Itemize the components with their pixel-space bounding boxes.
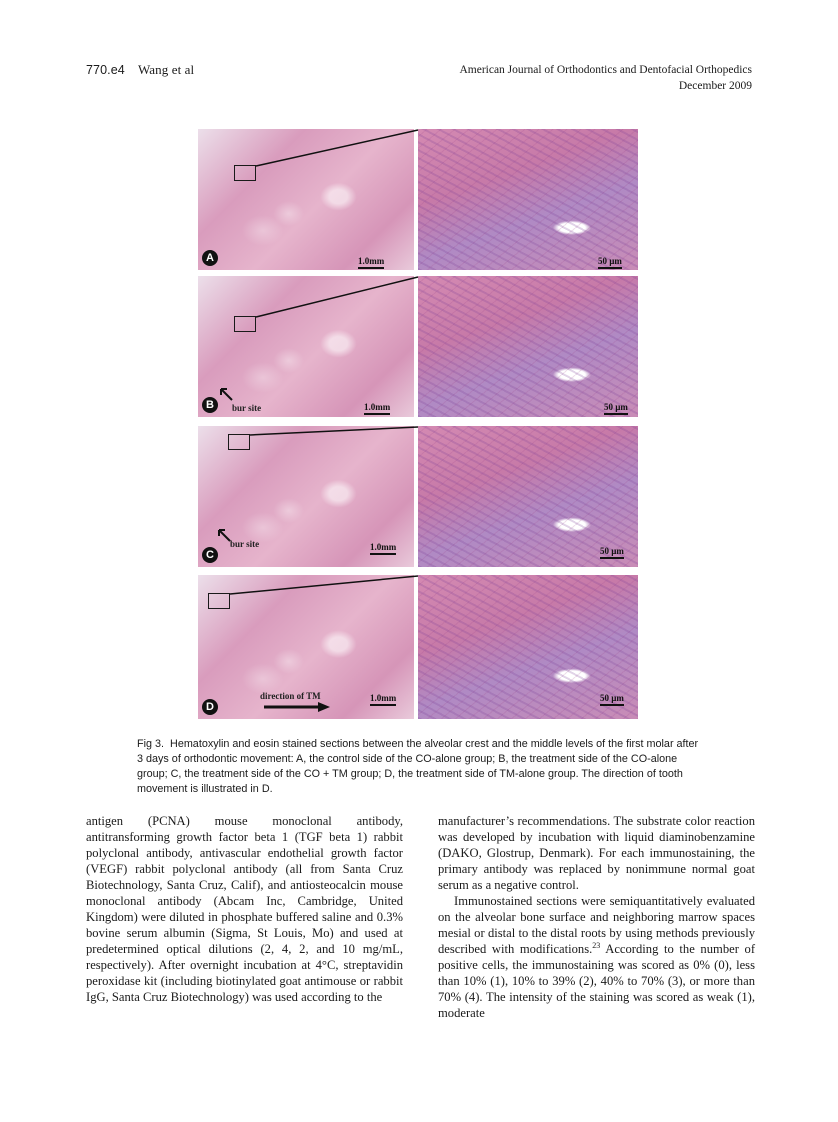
bur-site-note: bur site — [232, 403, 262, 413]
direction-note: direction of TM — [260, 691, 321, 701]
running-header-right — [459, 62, 752, 94]
scale-bar-high: 50 µm — [600, 693, 624, 706]
page-number: 770.e4 — [86, 63, 125, 77]
zoom-connector-lines — [198, 129, 638, 719]
figure-caption — [137, 737, 703, 797]
panel-letter: A — [202, 250, 218, 266]
scale-bar-high: 50 µm — [598, 256, 622, 269]
scale-bar-low: 1.0mm — [370, 542, 396, 555]
scale-bar-high: 50 µm — [600, 546, 624, 559]
scale-bar-low: 1.0mm — [364, 402, 390, 415]
reference-superscript: 23 — [592, 940, 601, 950]
scale-bar-high: 50 µm — [604, 402, 628, 415]
body-column-left — [86, 813, 403, 1005]
figure-3 — [198, 129, 638, 719]
running-header-left — [86, 62, 194, 78]
scale-bar-low: 1.0mm — [358, 256, 384, 269]
bur-site-note: bur site — [230, 539, 260, 549]
panel-letter: B — [202, 397, 218, 413]
caption-text: Hematoxylin and eosin stained sections between the alveolar crest and the middle levels of the first molar after 3 days of orthodontic movement: A, the control side of the CO-alone group; B, the treatment side of the CO-alone group; C, the treatment side of the CO + TM group; D, the treatment side of TM-alone group. The direction of tooth movement is illustrated in D. — [137, 738, 699, 795]
panel-letter: C — [202, 547, 218, 563]
journal-title: American Journal of Orthodontics and Dentofacial Orthopedics — [459, 64, 752, 76]
panel-letter: D — [202, 699, 218, 715]
paragraph: antigen (PCNA) mouse monoclonal antibody, antitransforming growth factor beta 1 (TGF beta 1) rabbit polyclonal antibody, antivascular endothelial growth factor (VEGF) rabbit polyclonal antibody (all from Santa Cruz Biotechnology, Santa Cruz, Calif), and antiosteocalcin mouse monoclonal antibody (Abcam Inc, Cambridge, United Kingdom) were diluted in phosphate buffered saline and 0.3% bovine serum albumin (Sigma, St Louis, Mo) and used at predetermined optical dilutions (2, 4, 2, and 10 mg/mL, respectively). After overnight incubation at 4°C, streptavidin peroxidase kit (including biotinylated goat antimouse or rabbit IgG, Santa Cruz Biotechnology) was used according to the — [86, 814, 403, 1004]
paragraph: Immunostained sections were semiquantitatively evaluated on the alveolar bone surface and neighboring marrow spaces mesial or distal to the distal roots by using methods previously described with modifications.$^{23}$ According to the number of positive cells, the immunostaining was scored as 0% (0), less than 10% (1), 10% to 39% (2), 40% to 70% (3), or more than 70% (4). The intensity of the staining was scored as weak (1), moderate — [438, 894, 756, 1020]
caption-label: Fig 3. — [137, 738, 165, 750]
paragraph: manufacturer’s recommendations. The substrate color reaction was developed by incubation with liquid diaminobenzamine (DAKO, Glostrup, Denmark). For each immunostaining, the primary antibody was replaced by nonimmune normal goat serum as a negative control. — [438, 814, 755, 892]
body-column-right — [438, 813, 755, 1021]
issue-date: December 2009 — [678, 80, 752, 92]
scale-bar-low: 1.0mm — [370, 693, 396, 706]
authors: Wang et al — [137, 62, 195, 77]
